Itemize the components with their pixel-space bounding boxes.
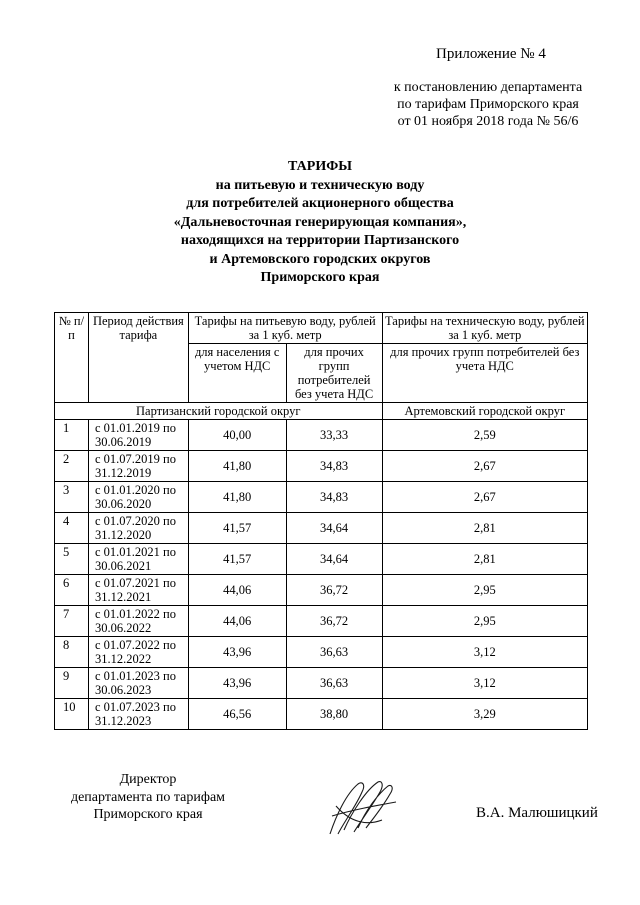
row-other-tariff: 36,72 [286, 575, 382, 606]
table-row [55, 699, 588, 730]
row-number: 8 [55, 637, 89, 668]
tariff-table [54, 312, 588, 730]
row-technical-tariff: 2,67 [382, 451, 587, 482]
row-other-tariff: 34,64 [286, 544, 382, 575]
title-line: для потребителей акционерного общества [186, 196, 454, 211]
handwritten-signature [322, 776, 402, 840]
appendix-label: Приложение № 4 [436, 46, 546, 62]
title-line: и Артемовского городских округов [209, 251, 431, 267]
table-row [55, 482, 588, 513]
row-number: 7 [55, 606, 89, 637]
row-population-tariff: 41,80 [188, 482, 286, 513]
row-population-tariff: 40,00 [188, 420, 286, 451]
row-period: с 01.07.2019 по 31.12.2019 [88, 451, 188, 482]
row-technical-tariff: 2,95 [382, 606, 587, 637]
basis-line: от 01 ноября 2018 года № 56/6 [397, 114, 579, 129]
row-technical-tariff: 3,12 [382, 637, 587, 668]
district-artem: Артемовский городской округ [382, 403, 587, 420]
row-number: 6 [55, 575, 89, 606]
table-row [55, 513, 588, 544]
row-population-tariff: 43,96 [188, 668, 286, 699]
row-technical-tariff: 3,29 [382, 699, 587, 730]
row-period: с 01.07.2023 по 31.12.2023 [88, 699, 188, 730]
table-row [55, 544, 588, 575]
district-partizansk: Партизанский городской округ [55, 403, 383, 420]
table-row [55, 420, 588, 451]
row-period: с 01.01.2023 по 30.06.2023 [88, 668, 188, 699]
row-number: 5 [55, 544, 89, 575]
row-number: 10 [55, 699, 89, 730]
row-other-tariff: 36,63 [286, 637, 382, 668]
table-row [55, 606, 588, 637]
row-number: 4 [55, 513, 89, 544]
table-row [55, 637, 588, 668]
row-period: с 01.01.2020 по 30.06.2020 [88, 482, 188, 513]
row-number: 1 [55, 420, 89, 451]
title-line: «Дальневосточная генерирующая компания», [173, 214, 467, 230]
row-other-tariff: 34,83 [286, 451, 382, 482]
subheader-other-consumers: для прочих групп потребителей без учета НДС [286, 344, 382, 403]
title-line: на питьевую и техническую воду [215, 177, 425, 193]
row-population-tariff: 43,96 [188, 637, 286, 668]
row-population-tariff: 44,06 [188, 575, 286, 606]
row-period: с 01.01.2022 по 30.06.2022 [88, 606, 188, 637]
subheader-technical-consumers: для прочих групп потребителей без учета НДС [382, 344, 587, 403]
basis-line: к постановлению департамента [393, 80, 583, 95]
row-population-tariff: 41,57 [188, 544, 286, 575]
row-population-tariff: 41,80 [188, 451, 286, 482]
row-other-tariff: 34,64 [286, 513, 382, 544]
row-technical-tariff: 2,81 [382, 544, 587, 575]
position-line: Приморского края [93, 807, 203, 822]
row-population-tariff: 41,57 [188, 513, 286, 544]
row-technical-tariff: 2,59 [382, 420, 587, 451]
position-line: Директор [119, 772, 177, 787]
title-line: ТАРИФЫ [288, 159, 352, 174]
header-number: № п/п [55, 313, 89, 403]
row-technical-tariff: 2,95 [382, 575, 587, 606]
table-row [55, 668, 588, 699]
row-population-tariff: 44,06 [188, 606, 286, 637]
row-number: 2 [55, 451, 89, 482]
row-period: с 01.07.2022 по 31.12.2022 [88, 637, 188, 668]
row-technical-tariff: 2,81 [382, 513, 587, 544]
row-technical-tariff: 3,12 [382, 668, 587, 699]
row-number: 9 [55, 668, 89, 699]
header-technical-water: Тарифы на техническую воду, рублей за 1 куб. метр [382, 313, 587, 344]
resolution-reference [372, 79, 604, 130]
row-number: 3 [55, 482, 89, 513]
row-other-tariff: 36,63 [286, 668, 382, 699]
row-other-tariff: 38,80 [286, 699, 382, 730]
row-period: с 01.01.2021 по 30.06.2021 [88, 544, 188, 575]
document-title [100, 158, 540, 288]
signer-position [50, 771, 246, 824]
row-other-tariff: 36,72 [286, 606, 382, 637]
row-period: с 01.01.2019 по 30.06.2019 [88, 420, 188, 451]
row-period: с 01.07.2021 по 31.12.2021 [88, 575, 188, 606]
position-line: департамента по тарифам [70, 789, 226, 805]
subheader-population: для населения с учетом НДС [188, 344, 286, 403]
row-other-tariff: 33,33 [286, 420, 382, 451]
row-population-tariff: 46,56 [188, 699, 286, 730]
table-row [55, 451, 588, 482]
signer-name: В.А. Малюшицкий [476, 805, 598, 821]
table-header-row [55, 313, 588, 344]
header-period: Период действия тарифа [88, 313, 188, 403]
header-drinking-water: Тарифы на питьевую воду, рублей за 1 куб. метр [188, 313, 382, 344]
row-technical-tariff: 2,67 [382, 482, 587, 513]
row-other-tariff: 34,83 [286, 482, 382, 513]
district-row [55, 403, 588, 420]
title-line: Приморского края [260, 270, 380, 285]
table-row [55, 575, 588, 606]
basis-line: по тарифам Приморского края [397, 97, 579, 112]
row-period: с 01.07.2020 по 31.12.2020 [88, 513, 188, 544]
title-line: находящихся на территории Партизанского [180, 233, 460, 248]
